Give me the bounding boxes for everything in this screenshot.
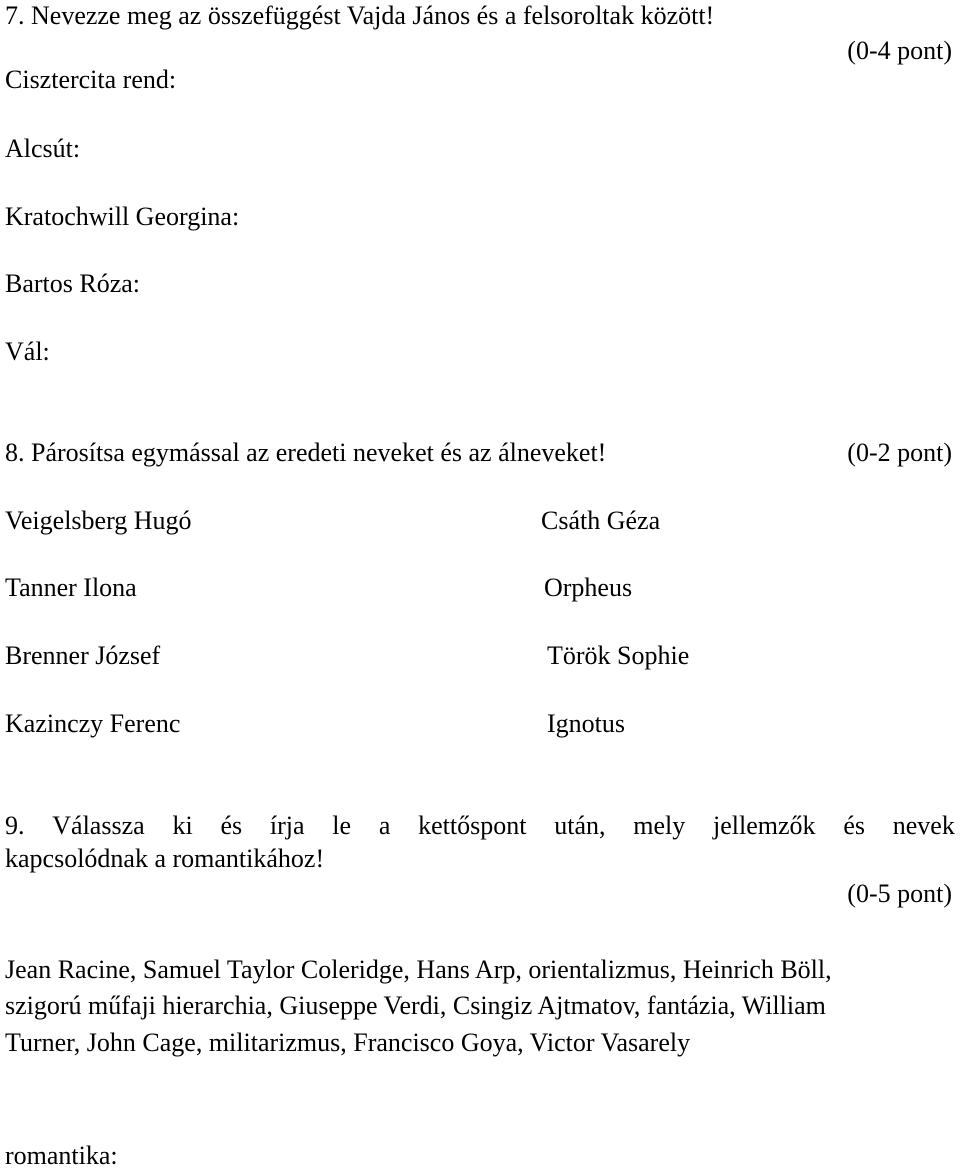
- q8-original-name: Brenner József: [5, 641, 161, 670]
- q8-pseudonym: Orpheus: [544, 573, 633, 602]
- q9-title-word: Válassza: [52, 811, 145, 840]
- q7-item-kratochwill: Kratochwill Georgina:: [5, 202, 240, 231]
- q9-title-word: után,: [554, 811, 606, 840]
- q7-item-cistercian: Cisztercita rend:: [5, 65, 177, 94]
- q7-item-val: Vál:: [5, 337, 50, 366]
- q8-pseudonym: Török Sophie: [547, 641, 690, 670]
- q7-points: (0-4 pont): [847, 36, 952, 65]
- q9-title-word: mely: [633, 811, 686, 840]
- q8-original-name: Veigelsberg Hugó: [5, 506, 192, 535]
- q9-title-word: a: [378, 811, 391, 840]
- q9-title-line2: kapcsolódnak a romantikához!: [5, 844, 325, 873]
- q9-title-word: és: [843, 811, 865, 840]
- q8-pseudonym: Ignotus: [547, 709, 625, 738]
- q7-title: 7. Nevezze meg az összefüggést Vajda János és a felsoroltak között!: [5, 1, 715, 30]
- q9-title-word: kettőspont: [418, 811, 527, 840]
- q7-item-alcsut: Alcsút:: [5, 134, 81, 163]
- q9-title-word: nevek: [892, 811, 955, 840]
- q9-title-line1: [5, 813, 955, 839]
- q9-title-word: ki: [172, 811, 193, 840]
- q9-answer-label: romantika:: [5, 1141, 118, 1170]
- q9-title-word: 9.: [5, 811, 25, 840]
- q8-pseudonym: Csáth Géza: [541, 506, 661, 535]
- q9-title-word: írja: [269, 811, 305, 840]
- q9-list-line: Turner, John Cage, militarizmus, Francisco Goya, Victor Vasarely: [5, 1028, 691, 1057]
- q9-list-line: Jean Racine, Samuel Taylor Coleridge, Hans Arp, orientalizmus, Heinrich Böll,: [5, 955, 832, 984]
- q8-title: 8. Párosítsa egymással az eredeti neveket és az álneveket!: [5, 438, 607, 467]
- q7-item-bartos: Bartos Róza:: [5, 269, 141, 298]
- q9-points: (0-5 pont): [847, 879, 952, 908]
- q8-original-name: Tanner Ilona: [5, 573, 137, 602]
- q8-original-name: Kazinczy Ferenc: [5, 709, 181, 738]
- q9-list-line: szigorú műfaji hierarchia, Giuseppe Verdi, Csingiz Ajtmatov, fantázia, William: [5, 991, 826, 1020]
- q9-title-word: le: [332, 811, 352, 840]
- q8-points: (0-2 pont): [847, 438, 952, 467]
- q9-title-word: és: [220, 811, 243, 840]
- q9-title-word: jellemzők: [713, 811, 816, 840]
